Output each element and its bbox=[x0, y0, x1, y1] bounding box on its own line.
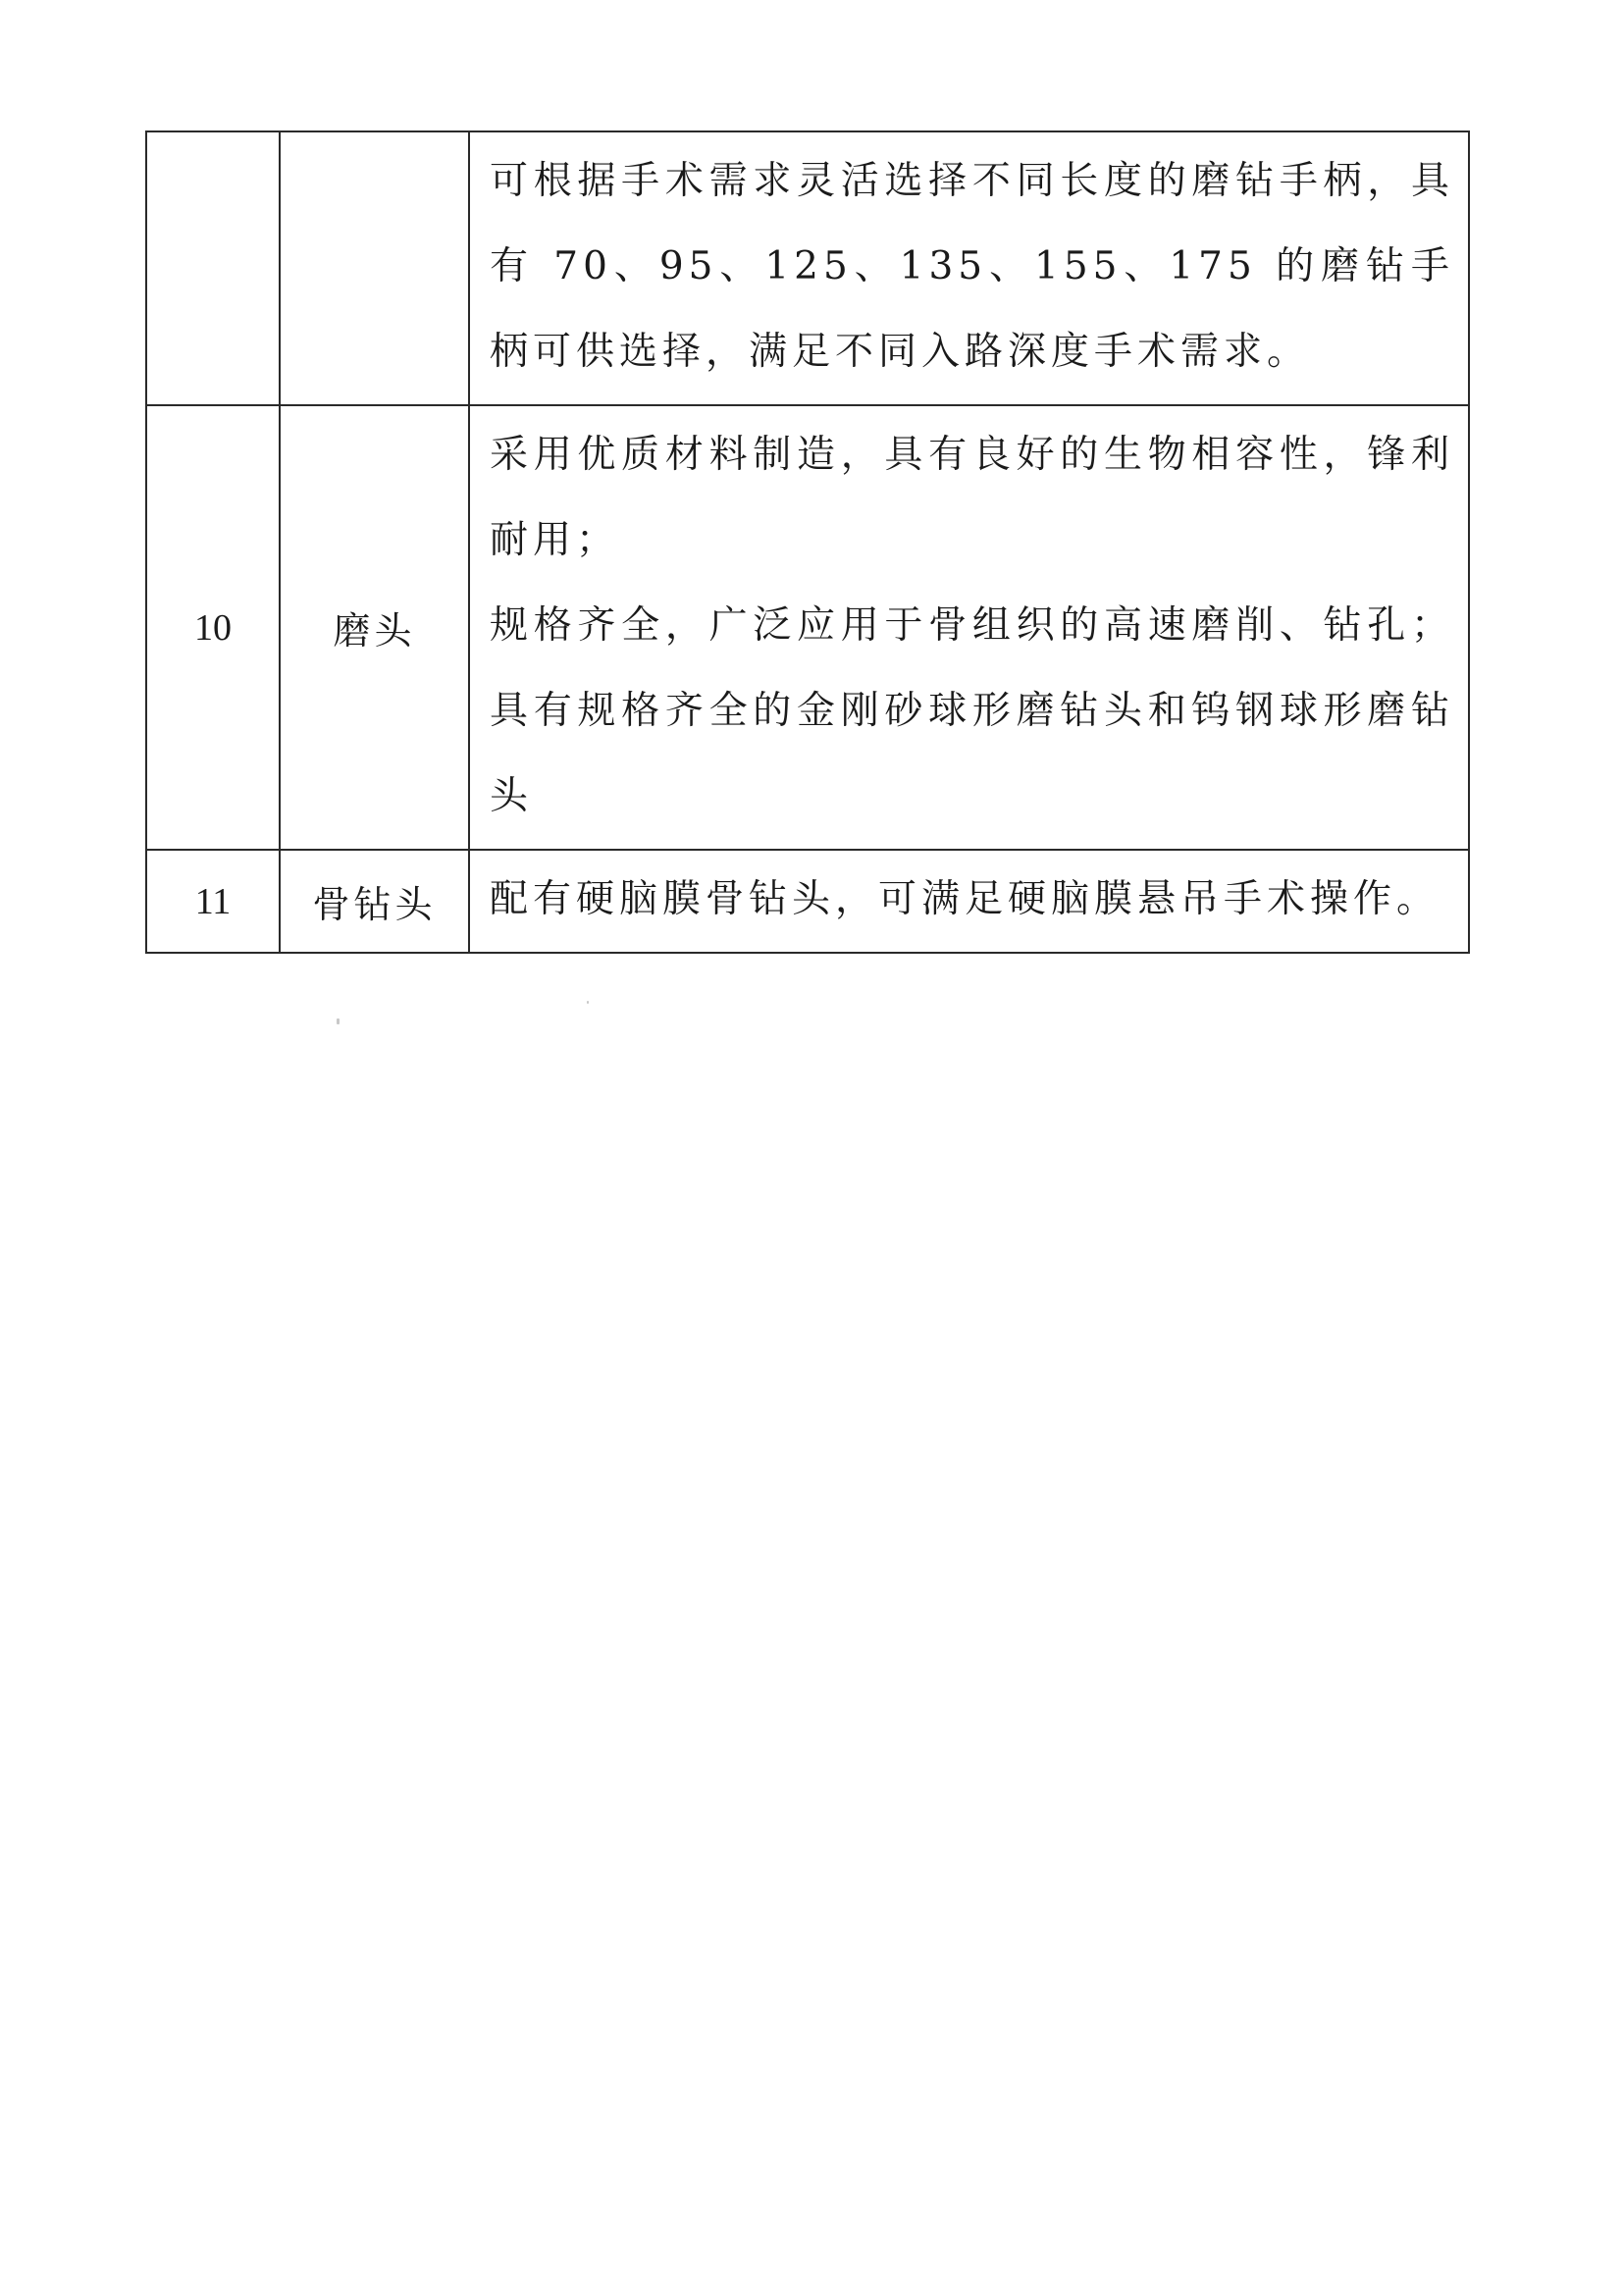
row-number: 10 bbox=[146, 405, 280, 850]
item-description bbox=[469, 131, 1469, 405]
description-paragraph: 规格齐全，广泛应用于骨组织的高速磨削、钻孔；具有规格齐全的金刚砂球形磨钻头和钨钢球形磨钻头 bbox=[490, 603, 1454, 818]
description-paragraph: 采用优质材料制造，具有良好的生物相容性，锋利耐用； bbox=[490, 433, 1454, 562]
row-number: 11 bbox=[146, 850, 280, 953]
item-name: 骨钻头 bbox=[280, 850, 469, 953]
item-name bbox=[280, 131, 469, 405]
scan-speck bbox=[337, 1018, 340, 1024]
row-number bbox=[146, 131, 280, 405]
spec-table bbox=[145, 130, 1470, 954]
item-name: 磨头 bbox=[280, 405, 469, 850]
scan-speck bbox=[587, 1001, 589, 1004]
item-description bbox=[469, 850, 1469, 953]
description-paragraph: 配有硬脑膜骨钻头，可满足硬脑膜悬吊手术操作。 bbox=[490, 877, 1440, 921]
table-row bbox=[146, 131, 1469, 405]
description-paragraph: 可根据手术需求灵活选择不同长度的磨钻手柄，具有 70、95、125、135、155、175 的磨钻手柄可供选择，满足不同入路深度手术需求。 bbox=[490, 159, 1454, 374]
item-description bbox=[469, 405, 1469, 850]
table-row bbox=[146, 405, 1469, 850]
table-row bbox=[146, 850, 1469, 953]
